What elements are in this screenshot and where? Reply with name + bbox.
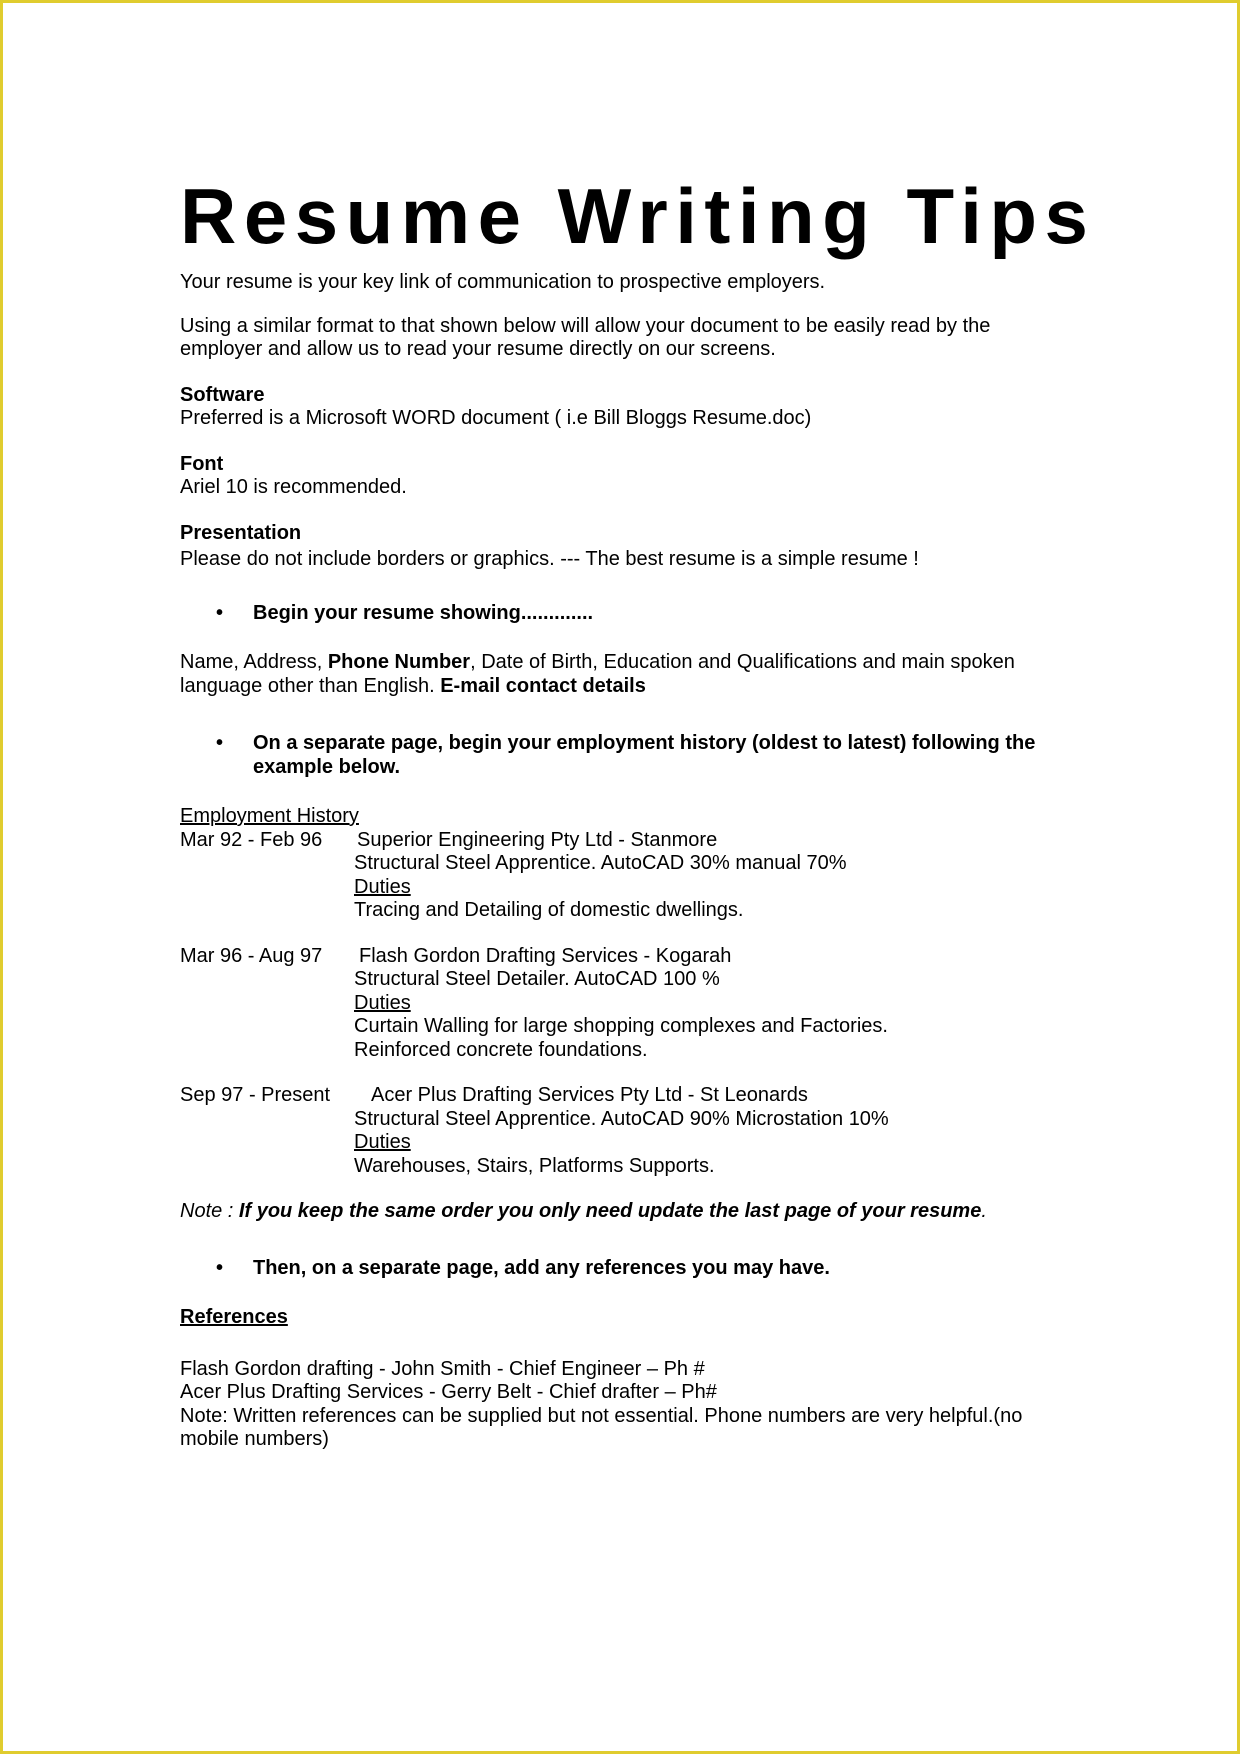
job-company: Flash Gordon Drafting Services - Kogarah <box>359 944 732 967</box>
font-section <box>180 453 1070 500</box>
job-duties-label: Duties <box>354 991 411 1014</box>
references-list <box>180 1358 1070 1452</box>
presentation-section <box>180 522 1070 572</box>
references-heading: References <box>180 1306 288 1328</box>
job-company: Acer Plus Drafting Services Pty Ltd - St Leonards <box>371 1084 808 1106</box>
reference-line: mobile numbers) <box>180 1428 329 1450</box>
note-text: If you keep the same order you only need update the last page of your resume <box>238 1200 982 1222</box>
bullet-dot: • <box>216 601 224 624</box>
job-role: Structural Steel Apprentice. AutoCAD 30% manual 70% <box>354 852 847 874</box>
details-part-1: Name, Address, <box>180 651 328 673</box>
details-email: E-mail contact details <box>440 674 646 697</box>
bullet-employment-history <box>180 732 1070 779</box>
job-duty: Warehouses, Stairs, Platforms Supports. <box>354 1154 715 1177</box>
reference-line: Acer Plus Drafting Services - Gerry Belt - Chief drafter – Ph# <box>180 1381 717 1403</box>
bullet-text-line-2: example below. <box>253 755 401 778</box>
bullet-text: Then, on a separate page, add any references you may have. <box>253 1256 830 1279</box>
references-section <box>180 1306 1070 1452</box>
job-role: Structural Steel Apprentice. AutoCAD 90% Microstation 10% <box>354 1107 889 1130</box>
bullet-text-line-1: On a separate page, begin your employment history (oldest to latest) following the <box>253 732 1036 754</box>
job-entry <box>180 829 1070 923</box>
employment-section <box>180 805 1070 1178</box>
format-line-1: Using a similar format to that shown below will allow your document to be easily read by the <box>180 314 991 337</box>
reference-line: Note: Written references can be supplied but not essential. Phone numbers are very helpful.(no <box>180 1404 1023 1427</box>
document-content <box>180 171 1096 1452</box>
font-heading: Font <box>180 452 224 475</box>
bullet-dot: • <box>216 1256 224 1279</box>
intro-text: Your resume is your key link of communication to prospective employers. <box>180 271 826 293</box>
details-paragraph <box>180 651 1070 698</box>
details-phone-number: Phone Number <box>327 651 471 673</box>
details-part-2: , Date of Birth, Education and Qualifications and main spoken <box>470 651 1015 673</box>
job-duty: Tracing and Detailing of domestic dwellings. <box>354 899 744 921</box>
note-line <box>180 1200 1070 1224</box>
bullet-references <box>180 1257 1070 1281</box>
format-paragraph <box>180 315 1070 362</box>
note-label: Note : <box>180 1200 239 1222</box>
job-duty: Reinforced concrete foundations. <box>354 1038 648 1061</box>
software-text: Preferred is a Microsoft WORD document ( i.e Bill Bloggs Resume.doc) <box>180 407 812 429</box>
job-entry <box>180 945 1070 1063</box>
job-company: Superior Engineering Pty Ltd - Stanmore <box>357 828 718 851</box>
job-duties-label: Duties <box>354 875 411 898</box>
presentation-heading: Presentation <box>180 521 302 544</box>
job-duties-label: Duties <box>354 1131 411 1153</box>
format-line-2: employer and allow us to read your resume directly on our screens. <box>180 338 776 360</box>
details-part-3: language other than English. <box>180 674 441 697</box>
job-date: Mar 92 - Feb 96 <box>180 828 323 851</box>
bullet-begin-resume <box>180 602 1070 626</box>
bullet-dot: • <box>216 732 224 754</box>
job-duty: Curtain Walling for large shopping complexes and Factories. <box>354 1015 888 1037</box>
employment-heading: Employment History <box>180 805 359 827</box>
reference-line: Flash Gordon drafting - John Smith - Chief Engineer – Ph # <box>180 1357 705 1380</box>
note-end: . <box>981 1200 987 1222</box>
bullet-text: Begin your resume showing............. <box>253 601 594 624</box>
software-heading: Software <box>180 383 265 406</box>
presentation-text: Please do not include borders or graphics. --- The best resume is a simple resume ! <box>180 548 919 570</box>
job-entry <box>180 1084 1070 1178</box>
job-role: Structural Steel Detailer. AutoCAD 100 % <box>354 968 720 990</box>
software-section <box>180 384 1070 431</box>
job-date: Sep 97 - Present <box>180 1084 331 1106</box>
page-title: Resume Writing Tips <box>180 172 1096 260</box>
font-text: Ariel 10 is recommended. <box>180 476 407 498</box>
job-date: Mar 96 - Aug 97 <box>180 944 323 967</box>
